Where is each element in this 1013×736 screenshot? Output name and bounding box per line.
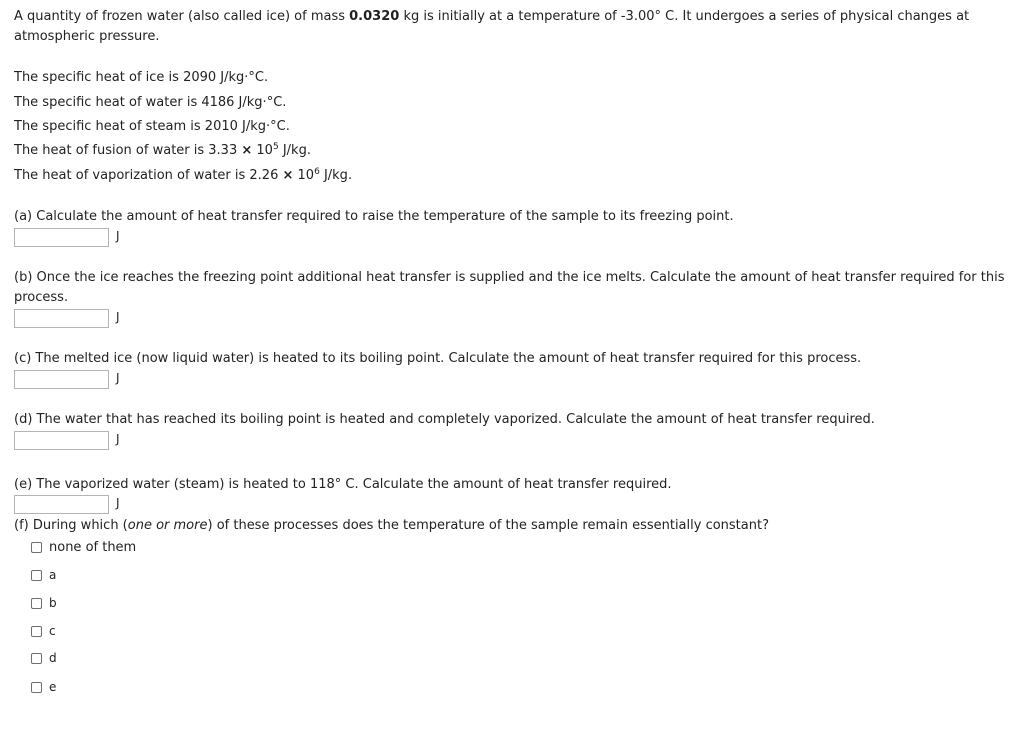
fusion-base: 10 (252, 143, 273, 158)
constant-heat-of-vaporization (14, 168, 352, 183)
times-sign: × (282, 168, 294, 183)
option-label: c (49, 624, 56, 638)
option-b[interactable] (31, 596, 57, 610)
part-f-question-text: (f) During which ( (14, 518, 128, 533)
part-e-unit: J (116, 496, 120, 510)
option-a[interactable] (31, 568, 56, 582)
part-f-question-text-2: ) of these processes does the temperature of the sample remain essentially constant? (207, 518, 769, 533)
checkbox[interactable] (31, 570, 42, 581)
fusion-text: The heat of fusion of water is 3.33 (14, 143, 242, 158)
fusion-unit: J/kg. (278, 143, 311, 158)
option-e[interactable] (31, 680, 56, 694)
part-d-unit: J (116, 432, 120, 446)
checkbox[interactable] (31, 542, 42, 553)
part-f-emphasis: one or more (127, 518, 208, 533)
part-e-answer-input[interactable] (14, 495, 109, 514)
times-sign: × (241, 143, 253, 158)
part-d-answer-input[interactable] (14, 431, 109, 450)
part-f-question (14, 516, 1009, 536)
option-label: none of them (49, 539, 137, 555)
intro-text-1: A quantity of frozen water (also called ice) of mass (14, 9, 350, 24)
part-e-question-text-2: ° C. Calculate the amount of heat transfer required. (334, 477, 672, 492)
constant-heat-of-fusion (14, 143, 311, 158)
part-b-answer-input[interactable] (14, 309, 109, 328)
checkbox[interactable] (31, 682, 42, 693)
problem-intro (14, 7, 999, 47)
vaporization-exponent: 6 (314, 167, 320, 177)
part-a-question: (a) Calculate the amount of heat transfer required to raise the temperature of the sample to its freezing point. (14, 209, 734, 224)
option-label: e (49, 680, 57, 694)
part-c-question: (c) The melted ice (now liquid water) is heated to its boiling point. Calculate the amount of heat transfer required for this process. (14, 351, 862, 366)
fusion-exponent: 5 (272, 142, 279, 152)
intro-text-3: ° C. It undergoes a series of physical changes at atmospheric pressure. (14, 9, 970, 44)
part-d-question: (d) The water that has reached its boiling point is heated and completely vaporized. Calculate the amount of heat transfer required. (14, 412, 875, 427)
constant-specific-heat-ice: The specific heat of ice is 2090 J/kg·°C. (14, 70, 269, 85)
constant-specific-heat-water: The specific heat of water is 4186 J/kg·°C. (14, 95, 287, 110)
part-a-answer-input[interactable] (14, 228, 109, 247)
vaporization-base: 10 (293, 168, 315, 183)
option-label: d (49, 651, 57, 665)
vaporization-text: The heat of vaporization of water is 2.26 (14, 168, 283, 183)
option-none-of-them[interactable] (31, 540, 136, 554)
option-label: b (49, 596, 57, 610)
part-e-question (14, 475, 1009, 495)
part-a-unit: J (116, 229, 120, 243)
checkbox[interactable] (31, 653, 42, 664)
mass-value: 0.0320 (349, 9, 400, 24)
part-c-unit: J (116, 371, 120, 385)
intro-text-2: kg is initially at a temperature of -3.00 (399, 9, 655, 24)
part-c-answer-input[interactable] (14, 370, 109, 389)
option-d[interactable] (31, 651, 57, 665)
checkbox[interactable] (31, 626, 42, 637)
option-label: a (49, 568, 57, 582)
option-c[interactable] (31, 624, 56, 638)
part-e-question-text: (e) The vaporized water (steam) is heated to 118 (14, 477, 335, 492)
checkbox[interactable] (31, 598, 42, 609)
part-b-question: (b) Once the ice reaches the freezing point additional heat transfer is supplied and the ice melts. Calculate the amount of heat transfer required for this process. (14, 270, 1005, 305)
constant-specific-heat-steam: The specific heat of steam is 2010 J/kg·°C. (14, 119, 290, 134)
part-b-unit: J (116, 310, 120, 324)
vaporization-unit: J/kg. (319, 168, 353, 183)
